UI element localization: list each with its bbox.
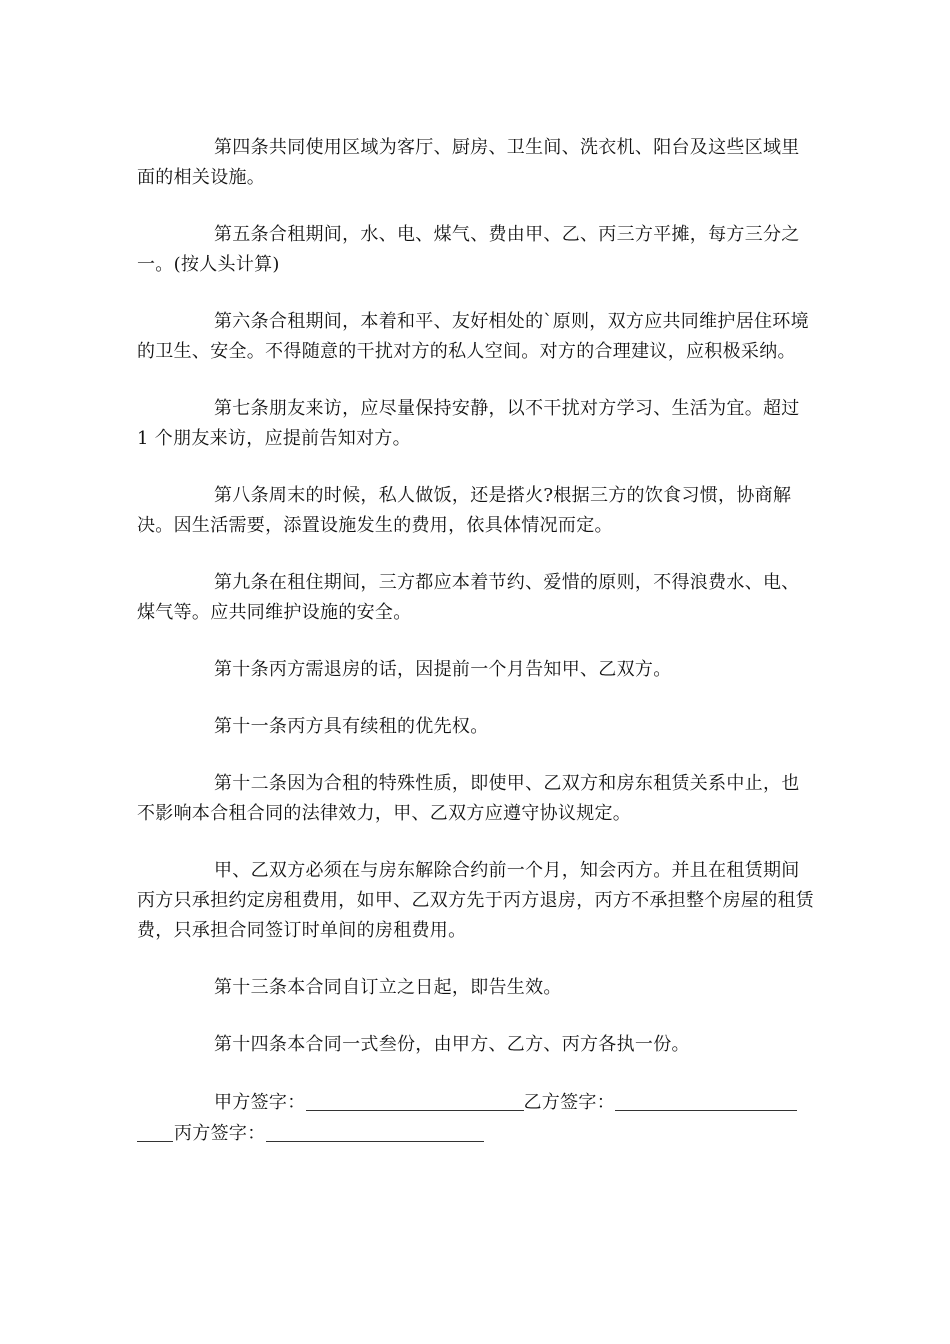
signature-block	[137, 1087, 817, 1149]
clause-8: 第八条周末的时候，私人做饭，还是搭火?根据三方的饮食习惯，协商解决。因生活需要，添置设施发生的费用，依具体情况而定。	[137, 485, 792, 536]
clause-9: 第九条在租住期间，三方都应本着节约、爱惜的原则，不得浪费水、电、煤气等。应共同维护设施的安全。	[137, 572, 800, 623]
clause-5: 第五条合租期间，水、电、煤气、费由甲、乙、丙三方平摊，每方三分之一。(按人头计算)	[137, 224, 800, 275]
clause-7: 第七条朋友来访，应尽量保持安静，以不干扰对方学习、生活为宜。超过 1 个朋友来访，应提前告知对方。	[137, 398, 800, 449]
clause-12: 第十二条因为合租的特殊性质，即使甲、乙双方和房东租赁关系中止，也不影响本合租合同的法律效力，甲、乙双方应遵守协议规定。	[137, 773, 800, 824]
party-c-signature-label: 丙方签字：	[174, 1123, 266, 1144]
clause-13: 第十三条本合同自订立之日起，即告生效。	[214, 977, 562, 998]
signature-line-2	[137, 1118, 817, 1149]
clause-4: 第四条共同使用区域为客厅、厨房、卫生间、洗衣机、阳台及这些区域里面的相关设施。	[137, 137, 800, 188]
clause-14: 第十四条本合同一式叁份，由甲方、乙方、丙方各执一份。	[214, 1034, 690, 1055]
signature-line-1	[137, 1087, 817, 1118]
party-b-signature-field-continued[interactable]	[137, 1121, 173, 1142]
contract-body	[137, 133, 817, 1149]
party-b-signature-field[interactable]	[615, 1090, 797, 1111]
clause-10: 第十条丙方需退房的话，因提前一个月告知甲、乙双方。	[214, 659, 672, 680]
party-a-signature-label: 甲方签字：	[214, 1092, 306, 1113]
clause-11: 第十一条丙方具有续租的优先权。	[214, 716, 489, 737]
clause-6: 第六条合租期间，本着和平、友好相处的`原则，双方应共同维护居住环境的卫生、安全。不得随意的干扰对方的私人空间。对方的合理建议，应积极采纳。	[137, 311, 809, 362]
party-c-signature-field[interactable]	[266, 1121, 484, 1142]
party-a-signature-field[interactable]	[306, 1090, 524, 1111]
party-b-signature-label: 乙方签字：	[523, 1092, 615, 1113]
clause-12-supplement: 甲、乙双方必须在与房东解除合约前一个月，知会丙方。并且在租赁期间丙方只承担约定房租费用，如甲、乙双方先于丙方退房，丙方不承担整个房屋的租赁费，只承担合同签订时单间的房租费用。	[137, 860, 815, 941]
